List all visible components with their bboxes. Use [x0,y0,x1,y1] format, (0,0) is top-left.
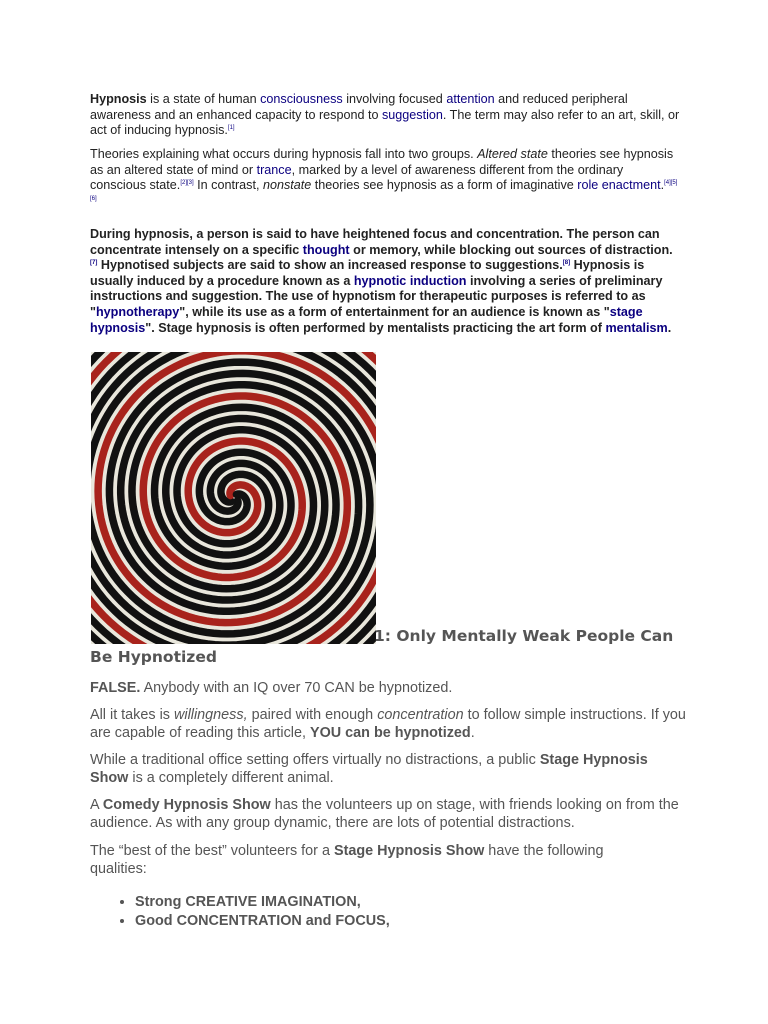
text: Theories explaining what occurs during hypnosis fall into two groups. [90,147,478,161]
intro-paragraph-1 [90,92,680,139]
text: . [660,178,665,193]
link-role-enactment[interactable]: role enactment [577,178,661,193]
text: . The term may also refer to an art, skill, or act of inducing hypnosis. [90,107,680,138]
text: to follow simple instructions. If you are capable of reading this article, [90,707,686,741]
qualities-list [95,893,695,931]
text: involving a series of preliminary instructions and suggestion. The use of hypnotism for therapeutic purposes is referred to as " [90,273,663,319]
text: While a traditional office setting offers virtually no distractions, a public [90,752,540,768]
list-item: • Good CONCENTRATION and FOCUS, [135,912,695,931]
text: The “best of the best” volunteers for a [90,843,334,859]
term-altered-state: Altered state [477,147,548,161]
text: Hypnosis is usually induced by a procedure known as a [90,258,645,288]
link-hypnotherapy[interactable]: hypnotherapy [95,304,180,319]
text: A [90,797,103,813]
term-hypnosis: Hypnosis [90,92,147,106]
link-mentalism[interactable]: mentalism [605,320,668,335]
you-can-be-hypnotized: YOU can be hypnotized [309,725,471,741]
link-suggestion[interactable]: suggestion [381,107,443,122]
text: theories see hypnosis as an altered state of mind or [90,147,674,177]
heading-line-1: 1: Only Mentally Weak People Can [374,627,674,645]
term-stage-hypnosis-show-2: Stage Hypnosis Show [333,843,485,859]
link-consciousness[interactable]: consciousness [260,92,343,106]
intro-paragraph-2 [90,147,680,209]
text: All it takes is [90,707,174,723]
text: , marked by a level of awareness different from the ordinary conscious state. [90,162,624,193]
text: ". Stage hypnosis is often performed by mentalists practicing the art form of [145,320,606,335]
intro-paragraph-3 [90,227,680,336]
text: is a completely different animal. [128,770,334,786]
false-paragraph [90,679,690,697]
text: During hypnosis, a person is said to have heightened focus and concentration. The person can concentrate intensely on a specific [90,227,660,257]
text: Hypnotised subjects are said to show an increased response to suggestions. [97,258,563,273]
text: theories see hypnosis as a form of imaginative [311,178,578,193]
text: ", while its use as a form of entertainment for an audience is known as " [179,304,610,319]
qualities-intro-paragraph [90,842,650,878]
term-stage-hypnosis-show: Stage Hypnosis Show [90,752,648,786]
link-hypnotic-induction[interactable]: hypnotic induction [353,273,467,288]
section-heading [90,626,690,668]
reference-7[interactable]: [7] [90,260,98,267]
text: and reduced peripheral awareness and an enhanced capacity to respond to [90,92,628,122]
text: has the volunteers up on stage, with friends looking on from the audience. As with any group dynamic, there are lots of potential distractions. [90,797,679,831]
reference-4-5-6[interactable]: [4][5][6] [90,180,678,202]
comedy-paragraph [90,796,680,832]
text: Anybody with an IQ over 70 CAN be hypnotized. [140,680,453,696]
term-willingness: willingness, [173,707,248,723]
text: is a state of human [146,92,261,106]
office-paragraph [90,751,690,787]
text: . [470,725,475,741]
false-label: FALSE. [90,680,141,696]
heading-line-2: Be Hypnotized [90,648,217,666]
link-attention[interactable]: attention [446,92,495,106]
text: In contrast, [193,178,263,193]
text: or memory, while blocking out sources of distraction. [349,242,673,257]
term-nonstate: nonstate [262,178,312,193]
reference-1[interactable]: [1] [227,125,235,132]
link-trance[interactable]: trance [256,162,292,177]
link-thought[interactable]: thought [302,242,350,257]
list-item: • Strong CREATIVE IMAGINATION, [135,893,695,912]
text: . [667,320,672,335]
reference-8[interactable]: [8] [562,260,571,267]
term-concentration: concentration [377,707,464,723]
willingness-paragraph [90,706,690,742]
text: involving focused [342,92,447,106]
link-stage-hypnosis[interactable]: stage hypnosis [90,304,643,335]
text: paired with enough [247,707,378,723]
hypnotic-spiral-image [91,352,376,644]
term-comedy-hypnosis-show: Comedy Hypnosis Show [102,797,271,813]
reference-2-3[interactable]: [2][3] [180,180,194,187]
text: have the following qualities: [90,843,604,877]
